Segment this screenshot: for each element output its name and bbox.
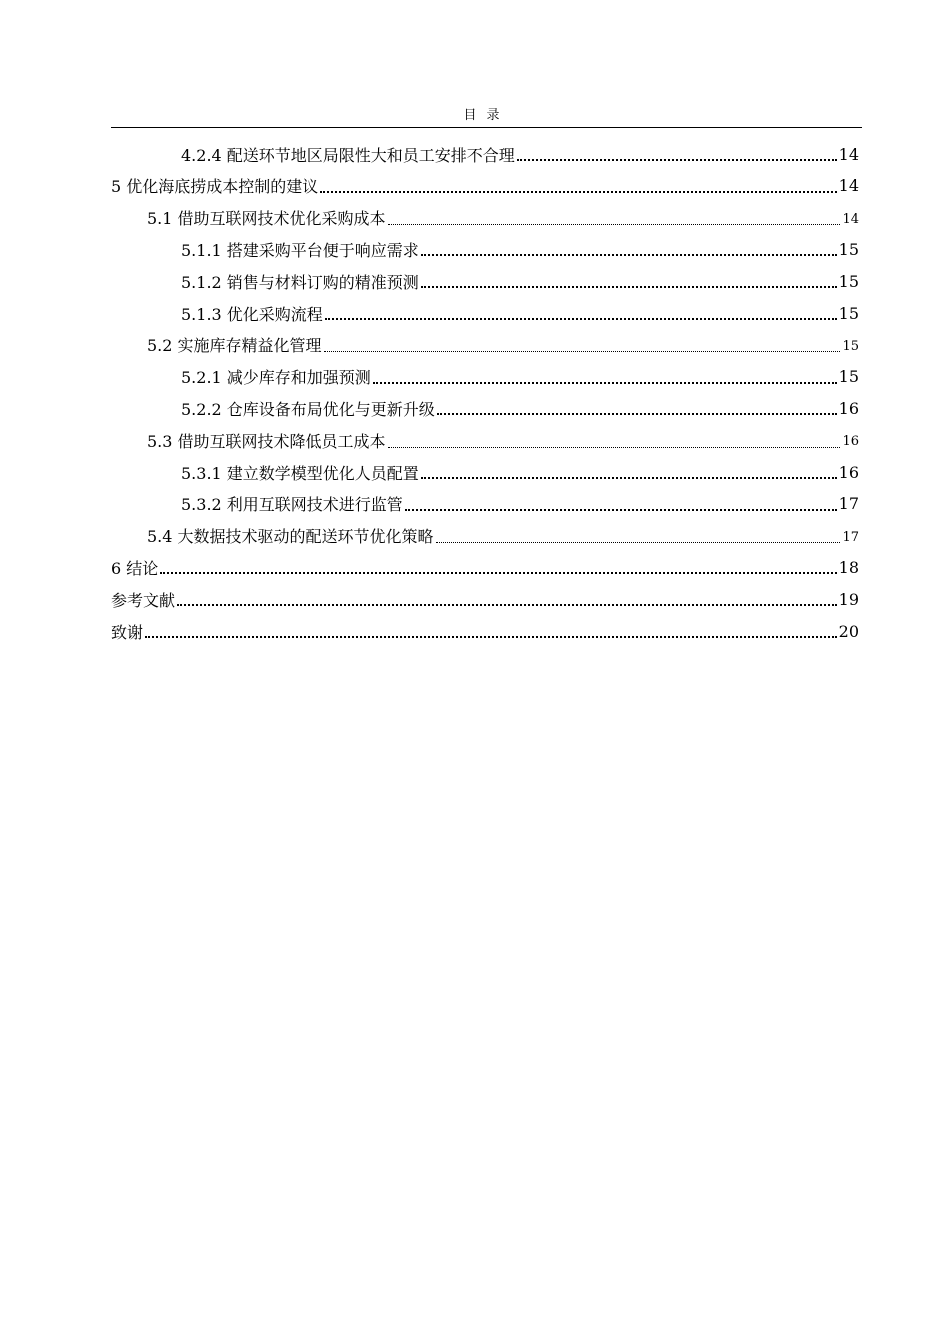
- toc-leader-dots: [324, 351, 841, 352]
- toc-leader-dots: [388, 224, 841, 225]
- toc-entry-page: 19: [838, 589, 859, 609]
- toc-entry-page: 14: [838, 176, 859, 196]
- toc-entry-title: 5.3 借助互联网技术降低员工成本: [147, 431, 386, 451]
- toc-leader-dots: [320, 191, 836, 193]
- toc-entry-page: 20: [838, 621, 859, 641]
- toc-entry[interactable]: [111, 490, 859, 518]
- toc-entry-title: 致谢: [111, 622, 144, 642]
- toc-entry-page: 14: [838, 144, 859, 164]
- toc-entry-page: 15: [838, 367, 859, 387]
- toc-entry-page: 14: [842, 211, 859, 227]
- toc-entry[interactable]: [111, 617, 859, 645]
- toc-entry[interactable]: [111, 426, 859, 454]
- toc-leader-dots: [437, 413, 837, 415]
- toc-entry-title: 参考文献: [111, 590, 176, 610]
- toc-leader-dots: [421, 286, 837, 288]
- toc-leader-dots: [177, 604, 837, 606]
- toc-leader-dots: [421, 254, 837, 256]
- toc-entry-page: 16: [838, 462, 859, 482]
- toc-entry-title: 5.2.1 减少库存和加强预测: [181, 368, 371, 388]
- toc-entry-title: 5.3.2 利用互联网技术进行监管: [181, 495, 403, 515]
- toc-leader-dots: [388, 447, 841, 448]
- toc-entry[interactable]: [111, 458, 859, 486]
- toc-entry-title: 5.1 借助互联网技术优化采购成本: [147, 209, 386, 229]
- toc-entry[interactable]: [111, 204, 859, 232]
- toc-entry[interactable]: [111, 299, 859, 327]
- toc-entry-page: 15: [838, 303, 859, 323]
- toc-entry[interactable]: [111, 363, 859, 391]
- toc-entry[interactable]: [111, 172, 859, 200]
- toc-entry-title: 5 优化海底捞成本控制的建议: [111, 177, 319, 197]
- toc-entry[interactable]: [111, 331, 859, 359]
- toc-leader-dots: [373, 382, 837, 384]
- toc-entry-title: 5.2 实施库存精益化管理: [147, 336, 322, 356]
- toc-entry-title: 5.1.2 销售与材料订购的精准预测: [181, 272, 419, 292]
- toc-entry-page: 16: [838, 398, 859, 418]
- toc-leader-dots: [517, 159, 837, 161]
- toc-entry[interactable]: [111, 235, 859, 263]
- toc-leader-dots: [145, 636, 837, 638]
- toc-entry[interactable]: [111, 522, 859, 550]
- toc-entry-title: 5.1.1 搭建采购平台便于响应需求: [181, 240, 419, 260]
- toc-leader-dots: [160, 572, 836, 574]
- toc-entry-title: 5.1.3 优化采购流程: [181, 304, 323, 324]
- toc-entry-title: 4.2.4 配送环节地区局限性大和员工安排不合理: [181, 145, 515, 165]
- toc-entry-title: 5.4 大数据技术驱动的配送环节优化策略: [147, 527, 434, 547]
- toc-leader-dots: [436, 542, 841, 543]
- toc-entry-page: 18: [838, 557, 859, 577]
- toc-entry[interactable]: [111, 267, 859, 295]
- toc-entry[interactable]: [111, 394, 859, 422]
- toc-entry[interactable]: [111, 140, 859, 168]
- toc-leader-dots: [421, 477, 837, 479]
- page-header: [111, 106, 862, 128]
- toc-entry-title: 6 结论: [111, 558, 159, 578]
- toc-entry-title: 5.2.2 仓库设备布局优化与更新升级: [181, 399, 435, 419]
- toc-leader-dots: [405, 509, 837, 511]
- toc-leader-dots: [325, 318, 837, 320]
- toc-entry-page: 17: [842, 529, 859, 545]
- toc-entry-page: 15: [838, 271, 859, 291]
- toc-entry[interactable]: [111, 553, 859, 581]
- toc-entry-page: 17: [838, 494, 859, 514]
- toc-entry-page: 15: [842, 338, 859, 354]
- toc-entry[interactable]: [111, 585, 859, 613]
- header-title: 目录: [463, 108, 510, 123]
- toc-entry-title: 5.3.1 建立数学模型优化人员配置: [181, 463, 419, 483]
- toc-entry-page: 15: [838, 239, 859, 259]
- toc-entry-page: 16: [842, 434, 859, 450]
